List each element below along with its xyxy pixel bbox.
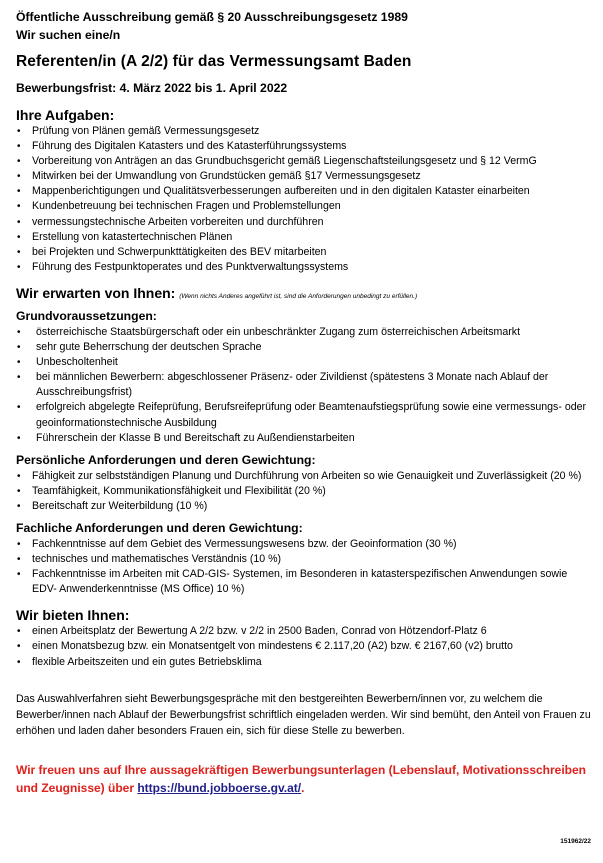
technical-requirements-list [16,537,594,597]
list-item: • technisches und mathematisches Verständnis (10 %) [16,552,594,567]
list-item: • Mappenberichtigungen und Qualitätsverbesserungen aufbereiten und in den digitalen Kataster einarbeiten [16,184,594,199]
list-item: • Erstellung von katastertechnischen Plänen [16,230,594,245]
list-item: • bei Projekten und Schwerpunkttätigkeiten des BEV mitarbeiten [16,245,594,260]
list-item: • flexible Arbeitszeiten und ein gutes Betriebsklima [16,655,594,670]
list-item: • Prüfung von Plänen gemäß Vermessungsgesetz [16,124,594,139]
requirements-note: (Wenn nichts Anderes angeführt ist, sind die Anforderungen unbedingt zu erfüllen.) [179,292,418,300]
list-item: • Fachkenntnisse im Arbeiten mit CAD-GIS- Systemen, im Besonderen in katasterspezifischen Anwendungen sowie EDV- Anwenderkenntnisse (MS Office) 10 %) [16,567,594,597]
application-deadline: Bewerbungsfrist: 4. März 2022 bis 1. April 2022 [16,81,288,95]
list-item: • einen Monatsbezug bzw. ein Monatsentgelt von mindestens € 2.117,20 (A2) bzw. € 2167,60 (v2) brutto [16,639,594,654]
selection-process-text: Das Auswahlverfahren sieht Bewerbungsgespräche mit den bestgereihten Bewerbern/innen vor, zu welchem die Bewerber/innen nach Ablauf der Bewerbungsfrist schriftlich eingeladen werden. Wir sind bemüht, den Anteil von Frauen zu erhöhen und laden daher besonders Frauen ein, sich für diese Stelle zu bewerben. [16,692,591,737]
closing-text: Wir freuen uns auf Ihre aussagekräftigen Bewerbungsunterlagen (Lebenslauf, Motivationsschreiben und Zeugnisse) über [16,762,587,795]
tasks-heading: Ihre Aufgaben: [16,107,115,123]
intro-search-line: Wir suchen eine/n [16,28,121,42]
list-item: • Teamfähigkeit, Kommunikationsfähigkeit und Flexibilität (20 %) [16,484,594,499]
closing-period: . [301,780,305,795]
requirements-heading-label: Wir erwarten von Ihnen: [16,284,176,301]
intro-line: Öffentliche Ausschreibung gemäß § 20 Ausschreibungsgesetz 1989 [16,10,408,24]
basic-requirements-heading: Grundvoraussetzungen: [16,308,157,323]
offer-heading: Wir bieten Ihnen: [16,607,130,624]
list-item: • Unbescholtenheit [16,355,594,370]
closing-statement [16,761,594,797]
list-item: • Führung des Festpunktoperates und des Punktverwaltungssystems [16,260,594,275]
job-board-link[interactable]: https://bund.jobboerse.gv.at/ [137,780,302,795]
list-item: • vermessungstechnische Arbeiten vorbereiten und durchführen [16,215,594,230]
technical-requirements-heading: Fachliche Anforderungen und deren Gewichtung: [16,520,303,535]
list-item: • Bereitschaft zur Weiterbildung (10 %) [16,499,594,514]
list-item: • Fähigkeit zur selbstständigen Planung und Durchführung von Arbeiten so wie Genauigkeit und Zuverlässigkeit (20 %) [16,469,594,484]
reference-number: 151962/22 [560,838,591,845]
list-item: • Vorbereitung von Anträgen an das Grundbuchsgericht gemäß Liegenschaftsteilungsgesetz und § 12 VermG [16,154,594,169]
page-title: Referenten/in (A 2/2) für das Vermessungsamt Baden [16,53,412,70]
basic-requirements-list [16,325,594,446]
list-item: • sehr gute Beherrschung der deutschen Sprache [16,340,594,355]
list-item: • Mitwirken bei der Umwandlung von Grundstücken gemäß §17 Vermessungsgesetz [16,169,594,184]
personal-requirements-heading: Persönliche Anforderungen und deren Gewichtung: [16,452,316,467]
list-item: • Führerschein der Klasse B und Bereitschaft zu Außendienstarbeiten [16,431,594,446]
job-posting [16,8,594,797]
personal-requirements-list [16,469,594,514]
requirements-heading [16,284,594,306]
tasks-list [16,124,594,275]
list-item: • Fachkenntnisse auf dem Gebiet des Vermessungswesens bzw. der Geoinformation (30 %) [16,537,594,552]
list-item: • Führung des Digitalen Katasters und des Katasterführungssystems [16,139,594,154]
list-item: • erfolgreich abgelegte Reifeprüfung, Berufsreifeprüfung oder Beamtenaufstiegsprüfung sowie eine vermessungs- oder geoinformationstechnische Ausbildung [16,400,594,430]
list-item: • Kundenbetreuung bei technischen Fragen und Problemstellungen [16,199,594,214]
offer-list [16,624,594,669]
list-item: • bei männlichen Bewerbern: abgeschlossener Präsenz- oder Zivildienst (spätestens 3 Monate nach Ablauf der Ausschreibungsfrist) [16,370,594,400]
list-item: • österreichische Staatsbürgerschaft oder ein unbeschränkter Zugang zum österreichischen Arbeitsmarkt [16,325,594,340]
list-item: • einen Arbeitsplatz der Bewertung A 2/2 bzw. v 2/2 in 2500 Baden, Conrad von Hötzendorf-Platz 6 [16,624,594,639]
